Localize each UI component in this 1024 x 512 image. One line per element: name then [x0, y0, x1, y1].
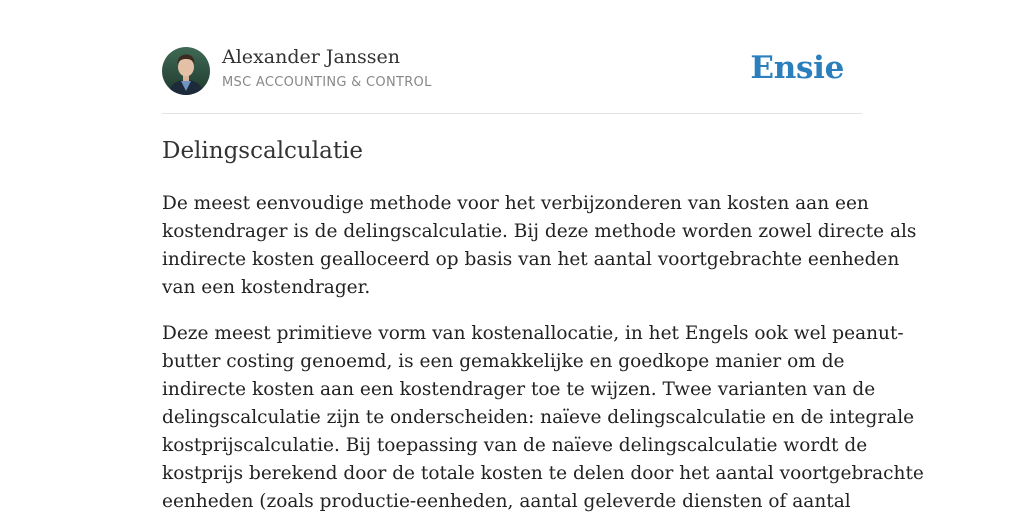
text-line: kostprijscalculatie. Bij toepassing van de naïeve delingscalculatie wordt de: [162, 435, 868, 456]
text-line: van een kostendrager.: [162, 277, 371, 298]
text-line: kostprijs berekend door de totale kosten te delen door het aantal voortgebrachte: [162, 463, 924, 484]
article-body: [162, 190, 924, 512]
paragraph: [162, 320, 924, 512]
author-name[interactable]: Alexander Janssen: [222, 46, 401, 68]
text-line: butter costing genoemd, is een gemakkelijke en goedkope manier om de: [162, 351, 845, 372]
text-line: indirecte kosten gealloceerd op basis van het aantal voortgebrachte eenheden: [162, 249, 900, 270]
author-program: MSC ACCOUNTING & CONTROL: [222, 75, 432, 90]
author-header: [162, 0, 862, 114]
text-line: De meest eenvoudige methode voor het verbijzonderen van kosten aan een: [162, 193, 869, 214]
text-line: Deze meest primitieve vorm van kostenallocatie, in het Engels ook wel peanut-: [162, 323, 904, 344]
brand-logo[interactable]: Ensie: [750, 50, 844, 86]
text-line: kostendrager is de delingscalculatie. Bij deze methode worden zowel directe als: [162, 221, 917, 242]
person-photo-icon: [162, 47, 210, 95]
text-line: delingscalculatie zijn te onderscheiden: naïeve delingscalculatie en de integrale: [162, 407, 915, 428]
paragraph: [162, 190, 917, 302]
author-avatar[interactable]: [162, 47, 210, 95]
text-line: indirecte kosten aan een kostendrager toe te wijzen. Twee varianten van de: [162, 379, 876, 400]
article-page: [162, 0, 924, 512]
text-line: eenheden (zoals productie-eenheden, aantal geleverde diensten of aantal: [162, 491, 851, 512]
article-title: Delingscalculatie: [162, 138, 364, 164]
